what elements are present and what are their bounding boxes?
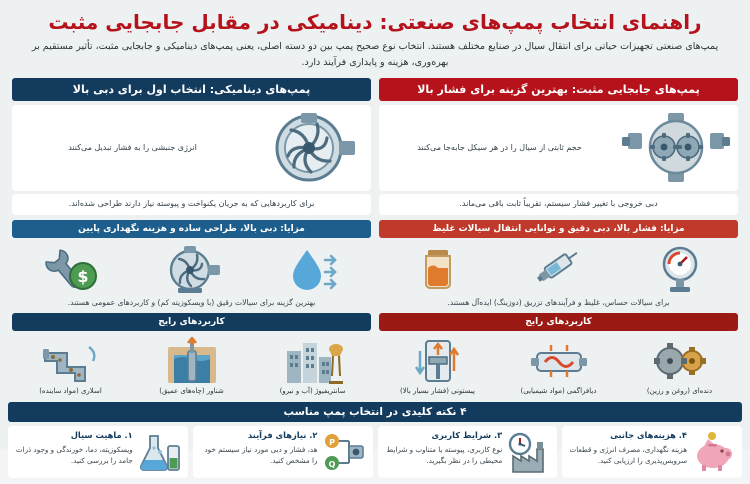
application-label: دنده‌ای (روغن و رزین): [646, 387, 713, 396]
tip-body: هد، فشار و دبی مورد نیاز سیستم خود را مشخص کنید.: [204, 444, 318, 465]
gear-pump-icon: [620, 111, 732, 185]
application-label: سانتریفیوژ (آب و نیرو): [279, 387, 346, 396]
piggy-bank-icon: [691, 430, 737, 474]
positive-sub-note: دبی خروجی با تغییر فشار سیستم، تقریباً ثابت باقی می‌ماند.: [379, 194, 738, 214]
process-flow-icon: [322, 430, 368, 474]
dynamic-advantages-band: مزایا: دبی بالا، طراحی ساده و هزینه نگهداری پایین: [12, 220, 371, 238]
tip-card: [8, 426, 188, 478]
application-label: دیافراگمی (مواد شیمیایی): [520, 387, 597, 396]
application-item: [621, 335, 738, 397]
tip-title: ۴. هزینه‌های جانبی: [610, 429, 687, 440]
tip-card: [378, 426, 558, 478]
wrench-dollar-icon: [12, 242, 129, 294]
application-label: شناور (چاه‌های عمیق): [159, 387, 224, 396]
dynamic-applications-band: کاربردهای رایج: [12, 313, 371, 331]
centrifugal-impeller-icon: [253, 111, 365, 185]
application-item: [254, 335, 371, 397]
dynamic-sub-note: برای کاربردهایی که به جریان یکنواخت و پیوسته نیاز دارند طراحی شده‌اند.: [12, 194, 371, 214]
syringe-dosing-icon: [500, 242, 617, 294]
bottom-cards: [0, 426, 750, 484]
diaphragm-icon: [500, 335, 617, 385]
bottom-heading: ۴ نکته کلیدی در انتخاب پمپ مناسب: [8, 402, 742, 422]
application-label: پیستونی (فشار بسیار بالا): [400, 387, 475, 396]
centrifugal-pump-icon: [133, 242, 250, 294]
header: [0, 0, 750, 74]
tip-card: [193, 426, 373, 478]
application-item: [500, 335, 617, 397]
dynamic-advantage-icons: [12, 242, 371, 294]
comparison-columns: [0, 74, 750, 397]
svg-text:Q: Q: [328, 459, 335, 469]
pressure-gauge-icon: [621, 242, 738, 294]
slurry-pipe-icon: [12, 335, 129, 385]
application-item: [133, 335, 250, 397]
flask-beaker-icon: [137, 430, 183, 474]
application-label: اسلاری (مواد ساینده): [39, 387, 102, 396]
dynamic-advantages-caption: بهترین گزینه برای سیالات رقیق (با ویسکوزیته کم) و کاربردهای عمومی هستند.: [67, 297, 316, 307]
svg-text:$: $: [76, 266, 89, 286]
column-dynamic: [8, 78, 375, 397]
positive-hero: [379, 105, 738, 191]
positive-applications-band: کاربردهای رایج: [379, 313, 738, 331]
tip-body: هزینه نگهداری، مصرف انرژی و قطعات سرویس‌پذیری را ارزیابی کنید.: [569, 444, 687, 465]
tip-title: ۲. نیازهای فرآیند: [247, 429, 318, 440]
column-positive-heading: پمپ‌های جابجایی مثبت: بهترین گزینه برای فشار بالا: [379, 78, 738, 101]
tip-title: ۱. ماهیت سیال: [70, 429, 133, 440]
factory-clock-icon: [506, 430, 552, 474]
dynamic-applications: [12, 335, 371, 397]
water-droplet-flow-icon: [254, 242, 371, 294]
tip-body: ویسکوزیته، دما، خورندگی و وجود ذرات جامد را بررسی کنید.: [15, 444, 133, 465]
page-subtitle: پمپ‌های صنعتی تجهیزات حیاتی برای انتقال سیال در صنایع مختلف هستند. انتخاب نوع صحیح پمپ بین دو دسته اصلی، یعنی پمپ‌های دینامیکی و جابجایی مثبت، تأثیر مستقیم بر بهره‌وری، هزینه و پایداری فرآیند دارد.: [31, 41, 719, 68]
positive-hero-note: حجم ثابتی از سیال را در هر سیکل جابه‌جا می‌کنند: [417, 142, 582, 152]
svg-text:P: P: [328, 437, 335, 447]
piston-icon: [379, 335, 496, 385]
page-title: راهنمای انتخاب پمپ‌های صنعتی: دینامیکی در مقابل جابجایی مثبت: [48, 10, 702, 34]
positive-advantage-icons: [379, 242, 738, 294]
application-item: [379, 335, 496, 397]
tip-title: ۳. شرایط کاربری: [431, 429, 503, 440]
tip-card: [562, 426, 742, 478]
tip-body: نوع کاربری، پیوسته یا متناوب و شرایط محیطی را در نظر بگیرید.: [386, 444, 503, 465]
dynamic-hero-note: انرژی جنبشی را به فشار تبدیل می‌کنند: [68, 142, 197, 152]
gear-pair-icon: [621, 335, 738, 385]
viscous-jar-icon: [379, 242, 496, 294]
deep-well-icon: [133, 335, 250, 385]
column-positive-displacement: [375, 78, 742, 397]
dynamic-hero: [12, 105, 371, 191]
positive-advantages-caption: برای سیالات حساس، غلیظ و فرآیندهای تزریق (دوزینگ) ایده‌آل هستند.: [447, 297, 670, 307]
application-item: [12, 335, 129, 397]
positive-applications: [379, 335, 738, 397]
column-dynamic-heading: پمپ‌های دینامیکی: انتخاب اول برای دبی بالا: [12, 78, 371, 101]
positive-advantages-band: مزایا: فشار بالا، دبی دقیق و توانایی انتقال سیالات غلیظ: [379, 220, 738, 238]
city-watertower-icon: [254, 335, 371, 385]
